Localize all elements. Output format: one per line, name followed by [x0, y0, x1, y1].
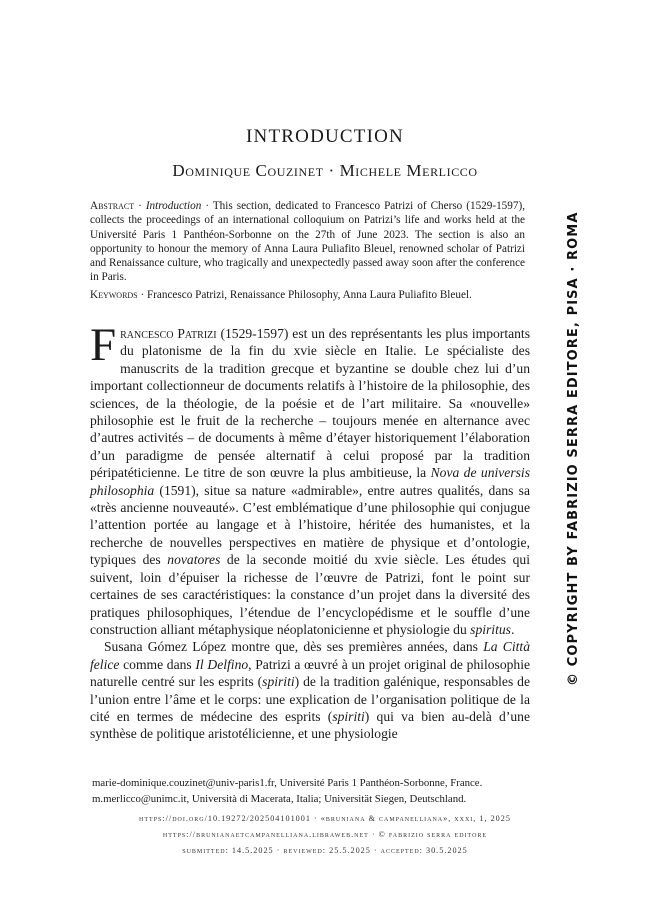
keywords-label: Keywords [90, 288, 138, 301]
doi-line: https://doi.org/10.19272/202504101001 · «bruniana & campanelliana», xxxi, 1, 2025 [139, 814, 511, 823]
drop-cap: F [90, 319, 117, 371]
work-title-nova: Nova de universis philosophia [90, 465, 530, 498]
abstract-block [90, 199, 525, 302]
abstract-topic: Introduction [145, 200, 202, 212]
keywords-paragraph [90, 288, 525, 302]
abstract-paragraph [90, 199, 525, 285]
keywords-text: · Francesco Patrizi, Renaissance Philosophy, Anna Laura Puliafito Bleuel. [137, 288, 472, 301]
affiliation-line-2: m.merlicco@unimc.it, Università di Macerata, Italia; Universität Siegen, Deutschland. [92, 793, 467, 805]
abstract-text: · This section, dedicated to Francesco Patrizi of Cherso (1529-1597), collects the proceedings of an international colloquium on Patrizi’s life and works held at the Université Paris 1 Panthéon-Sorbonne on the 27th of June 2023. The section is also an opportunity to honour the memory of Anna Laura Puliafito Bleuel, renowned scholar of Patrizi and Renaissance culture, who tragically and unexpectedly passed away soon after the conference in Paris. [90, 200, 525, 284]
article-title: INTRODUCTION [246, 126, 404, 147]
website-line: https://brunianaetcampanelliana.libraweb.net · © fabrizio serra editore [162, 830, 488, 839]
dates-line: submitted: 14.5.2025 · reviewed: 25.5.2025 · accepted: 30.5.2025 [182, 846, 468, 855]
article-authors: Dominique Couzinet · Michele Merlicco [172, 161, 478, 180]
copyright-vertical: © COPYRIGHT BY FABRIZIO SERRA EDITORE, PISA · ROMA [566, 211, 581, 686]
author-affiliations [92, 775, 532, 807]
body-paragraph-1: Francesco Patrizi (1529-1597) est un des représentants les plus importants du platonisme de la fin du xvie siècle en Italie. Le spécialiste des manuscrits de la tradition grecque et byzantine se double chez lui d’un important collectionneur de documents relatifs à l’histoire de la philosophie, des sciences, de la théologie, de la poésie et de l’art militaire. Sa «nouvelle» philosophie est le fruit de la recherche – toujours menée en alternance avec d’autres activités – de documents à même d’étayer historiquement l’élaboration d’un paradigme de pensée alternatif à celui proposé par la tradition péripatéticienne. Le titre de son œuvre la plus ambitieuse, la Nova de universis philosophia (1591), situe sa nature «admirable», entre autres qualités, dans sa «très ancienne nouveauté». C’est emblématique d’une philosophie qui conjugue l’attention portée au langage et à l’histoire, héritée des humanistes, et la recherche de nouvelles perspectives en matière de physique et d’ontologie, typiques des novatores de la seconde moitié du xvie siècle. Les études qui suivent, loin d’épuiser la richesse de l’œuvre de Patrizi, font le point sur certaines de ses caractéristiques: la constance d’un projet dans la diversité des pratiques philosophiques, l’étendue de l’encyclopédisme et le souffle d’une construction alliant métaphysique néoplatonicienne et physiologie du spiritus. [90, 319, 531, 637]
body-paragraph-2: Susana Gómez López montre que, dès ses premières années, dans La Città felice comme dans Il Delfino, Patrizi a œuvré à un projet original de philosophie naturelle centré sur les esprits (spiriti) de la tradition galénique, responsables de l’union entre l’âme et le corps: une explication de l’organisation politique de la cité en termes de médecine des esprits (spiriti) qui va bien au-delà d’une synthèse de politique aristotélicienne, et une physiologie [90, 639, 531, 742]
body-text [90, 319, 531, 743]
abstract-label: Abstract [90, 200, 135, 212]
affiliation-line-1: marie-dominique.couzinet@univ-paris1.fr, Université Paris 1 Panthéon-Sorbonne, France. [92, 777, 483, 789]
abstract-separator: · [134, 200, 146, 212]
author-name-smallcaps: rancesco Patrizi [120, 326, 217, 341]
